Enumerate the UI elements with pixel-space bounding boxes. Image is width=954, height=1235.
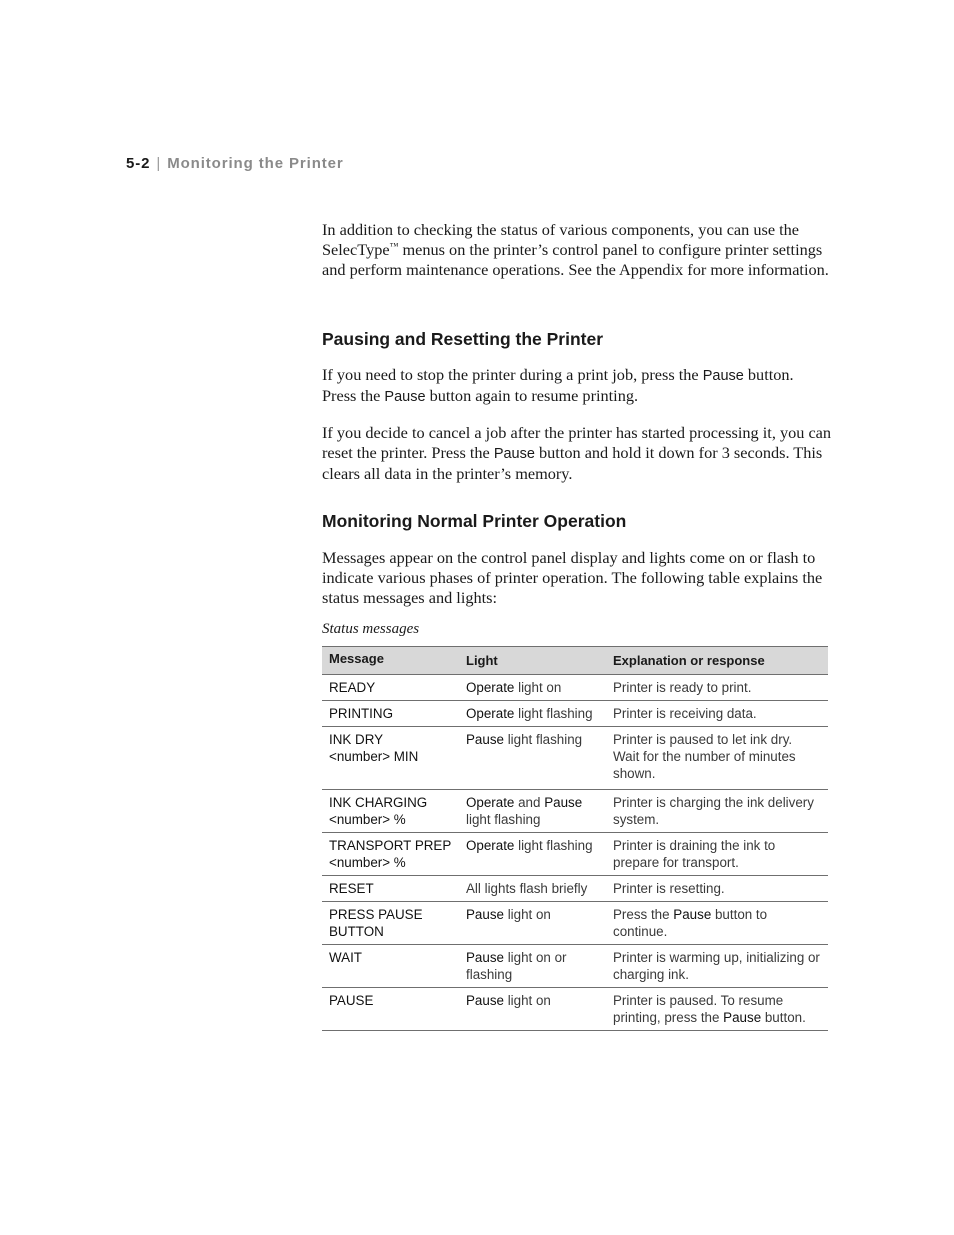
cell-text: light flashing [514,838,593,853]
message-cell [322,675,459,701]
explanation-cell [606,727,828,790]
message-line: INK DRY [329,732,384,747]
running-head [126,155,344,172]
heading-pausing: Pausing and Resetting the Printer [322,329,604,349]
text-run: button. Press the [322,365,794,405]
message-line: PAUSE [329,993,374,1008]
message-cell [322,988,459,1031]
table-row [322,902,828,945]
table-header-row [322,647,828,675]
message-cell [322,701,459,727]
chapter-title: Monitoring the Printer [167,155,344,172]
table-row [322,675,828,701]
text-run: If you decide to cancel a job after the printer has started processing it, you can reset the printer. Press the [322,423,832,462]
message-line: <number> % [329,812,406,827]
light-name-keyword: Operate [466,680,515,695]
light-name-keyword: Pause [466,907,504,922]
cell-text: Printer is paused to let ink dry. Wait for the number of minutes shown. [613,732,796,781]
cell-text: Printer is draining the ink to prepare for transport. [613,838,776,870]
message-line: RESET [329,881,374,896]
light-cell [459,902,606,945]
column-header-explanation: Explanation or response [606,647,828,675]
pause-keyword: Pause [702,368,744,384]
message-cell [322,876,459,902]
table-caption: Status messages [322,621,420,637]
light-name-keyword: Pause [723,1010,762,1025]
table-row [322,833,828,876]
explanation-cell [606,833,828,876]
text-run: button again to resume printing. [425,386,639,405]
cell-text: button. [761,1010,806,1025]
intro-text-1: In addition to checking the status of various components, you can use the SelecType [322,220,800,259]
column-header-message: Message [322,647,459,675]
explanation-cell [606,902,828,945]
message-line: <number> MIN [329,749,419,764]
cell-text: Printer is charging the ink delivery system. [613,795,814,827]
light-name-keyword: Operate [466,838,515,853]
light-name-keyword: Operate [466,706,515,721]
text-run: button and hold it down for 3 seconds. This clears all data in the printer’s memory. [322,443,823,483]
light-cell [459,988,606,1031]
intro-text-2: menus on the printer’s control panel to configure printer settings and perform maintenance operations. See the Appendix for more information. [322,240,829,279]
cell-text: light on [503,907,551,922]
light-cell [459,876,606,902]
cell-text: Printer is warming up, initializing or charging ink. [613,950,820,982]
message-line: BUTTON [329,924,384,939]
cell-text: Printer is receiving data. [613,706,757,721]
explanation-cell [606,876,828,902]
light-name-keyword: Pause [466,732,504,747]
cell-text: light flashing [503,732,583,747]
column-header-light: Light [459,647,606,675]
cell-text: Printer is paused. To resume printing, press the [613,993,784,1025]
cell-text: Printer is ready to print. [613,680,752,695]
message-cell [322,833,459,876]
monitoring-paragraph: Messages appear on the control panel display and lights come on or flash to indicate various phases of printer operation. The following table explains the status messages and lights: [322,548,823,607]
pausing-paragraph-1 [322,365,832,407]
message-line: INK CHARGING [329,795,428,810]
pausing-paragraph-2 [322,423,832,484]
cell-text: Press the [613,907,674,922]
light-name-keyword: Operate [466,795,515,810]
cell-text: light flashing [514,706,593,721]
cell-text: light on or flashing [466,950,567,982]
light-name-keyword: Pause [466,950,504,965]
explanation-cell [606,675,828,701]
intro-paragraph [322,220,832,280]
monitoring-paragraph-block [322,548,832,608]
light-name-keyword: Pause [466,993,504,1008]
light-cell [459,675,606,701]
explanation-cell [606,701,828,727]
cell-text: light on [503,993,551,1008]
pause-keyword: Pause [384,389,426,405]
heading-monitoring: Monitoring Normal Printer Operation [322,511,627,531]
light-cell [459,790,606,833]
table-row [322,790,828,833]
message-line: READY [329,680,376,695]
message-line: WAIT [329,950,362,965]
page-number: 5-2 [126,155,151,172]
message-line: <number> % [329,855,406,870]
table-row [322,727,828,790]
pausing-paragraph-2-block [322,423,832,484]
message-cell [322,945,459,988]
light-cell [459,727,606,790]
table-row [322,945,828,988]
pause-keyword: Pause [493,446,535,462]
message-cell [322,902,459,945]
light-cell [459,701,606,727]
cell-text: button to continue. [613,907,768,939]
message-cell [322,727,459,790]
light-name-keyword: Pause [544,795,583,810]
light-cell [459,833,606,876]
explanation-cell [606,988,828,1031]
message-line: PRINTING [329,706,393,721]
message-line: PRESS PAUSE [329,907,423,922]
table-row [322,701,828,727]
text-run: If you need to stop the printer during a print job, press the [322,365,703,384]
explanation-cell [606,945,828,988]
cell-text: light on [514,680,562,695]
intro-paragraph-block [322,220,832,280]
table-row [322,876,828,902]
table-row [322,988,828,1031]
header-separator: | [156,155,162,172]
status-messages-table [322,646,828,1031]
message-cell [322,790,459,833]
cell-text: light flashing [466,812,541,827]
light-cell [459,945,606,988]
trademark-symbol: ™ [389,241,399,251]
message-line: TRANSPORT PREP [329,838,452,853]
table-body [322,675,828,1031]
pausing-paragraph-1-block [322,365,832,407]
cell-text: and [514,795,545,810]
explanation-cell [606,790,828,833]
cell-text: Printer is resetting. [613,881,725,896]
light-name-keyword: Pause [673,907,712,922]
cell-text: All lights flash briefly [466,881,588,896]
